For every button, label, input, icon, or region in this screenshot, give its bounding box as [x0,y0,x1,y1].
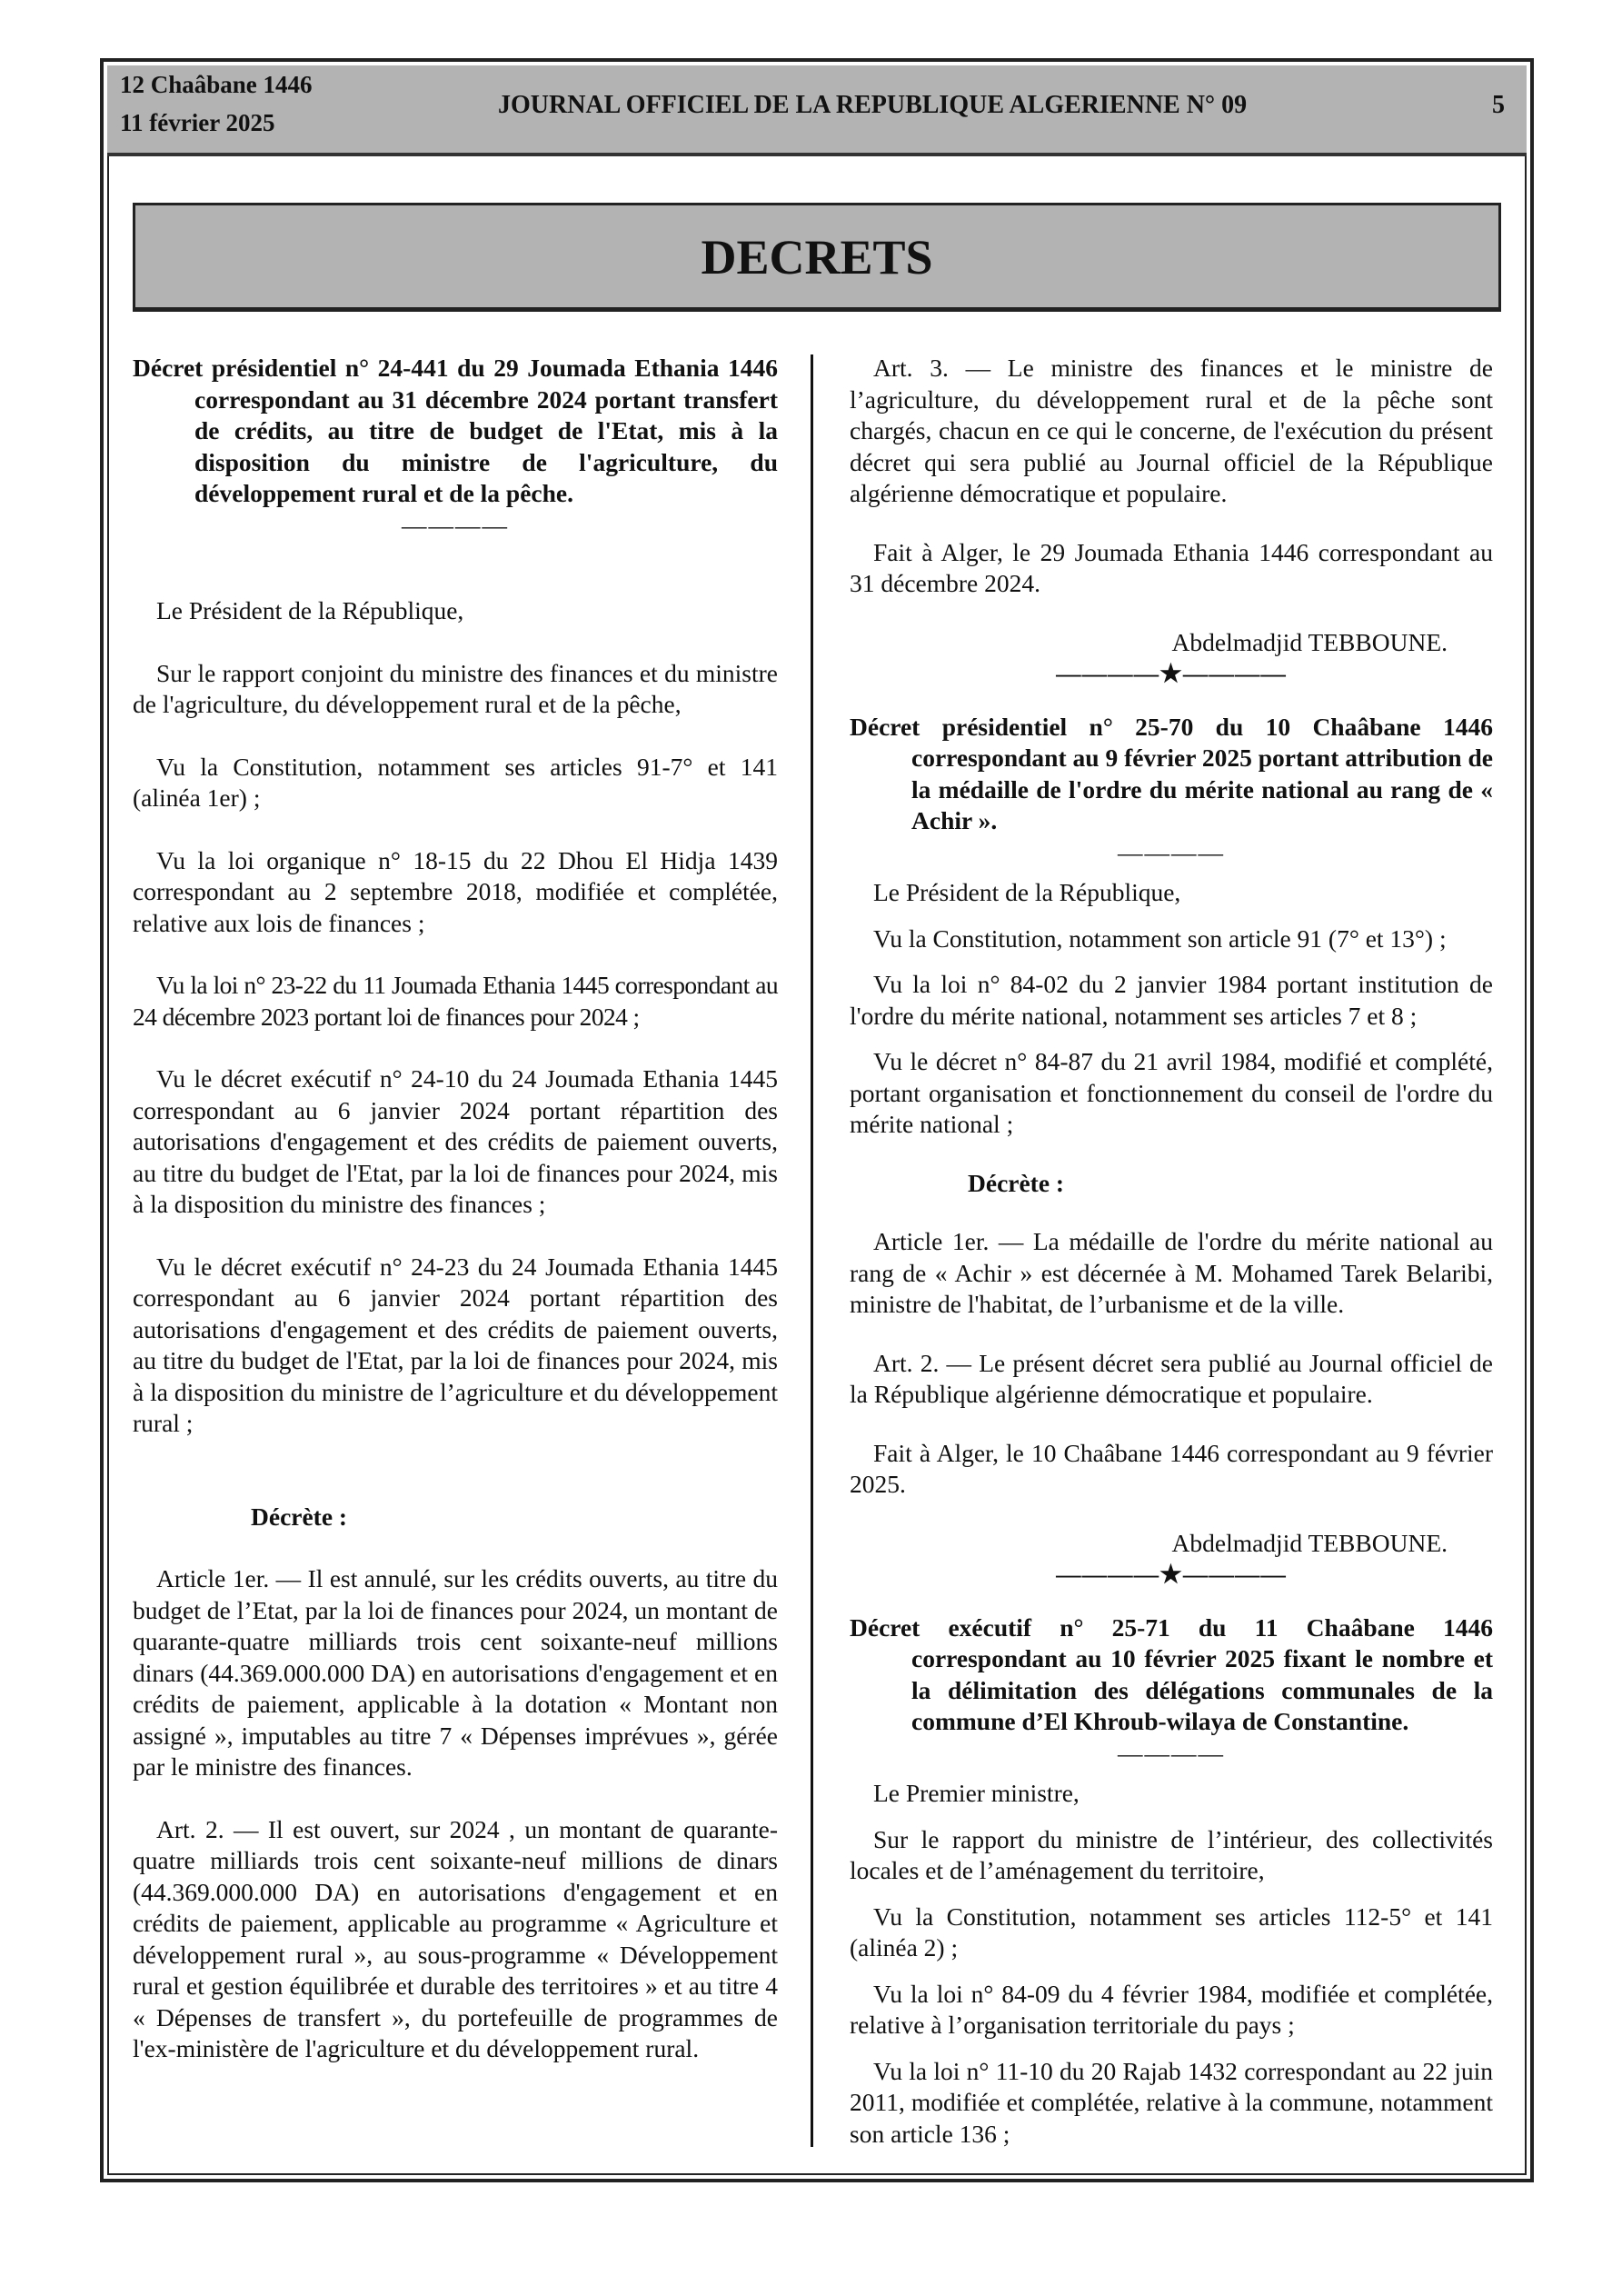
paragraph: Vu la Constitution, notamment ses articles 91-7° et 141 (alinéa 1er) ; [133,752,778,812]
section-title: DECRETS [133,203,1501,312]
done-at: Fait à Alger, le 29 Joumada Ethania 1446 correspondant au 31 décembre 2024. [850,537,1493,597]
paragraph: Le Président de la République, [873,878,1181,906]
article-2: Art. 2. — Le présent décret sera publié au Journal officiel de la République algérienne démocratique et populaire. [850,1348,1493,1408]
separator: ———— [1118,1738,1225,1767]
paragraph: Sur le rapport conjoint du ministre des finances et du ministre de l'agriculture, du développement rural et de la pêche, [133,658,778,718]
decree-title: Décret présidentiel n° 25-70 du 10 Chaâbane 1446 correspondant au 9 février 2025 portant attribution de la médaille de l'ordre du mérite national au rang de « Achir ». [850,712,1493,834]
paragraph: Le Président de la République, [156,596,464,624]
article-1: Article 1er. — Il est annulé, sur les crédits ouverts, au titre du budget de l’Etat, par la loi de finances pour 2024, un montant de quarante-quatre milliards trois cent soixante-neuf millions dinars (44.369.000.000 DA) en autorisations d'engagement et en crédits de paiement, applicable à la dotation « Montant non assigné », imputables au titre 7 « Dépenses imprévues », gérée par le ministre des finances. [133,1564,778,1781]
paragraph: Vu la Constitution, notamment son article 91 (7° et 13°) ; [873,923,1447,953]
decrete-heading: Décrète : [968,1168,1065,1197]
journal-header [107,65,1527,156]
paragraph: Vu la loi n° 84-02 du 2 janvier 1984 portant institution de l'ordre du mérite national, notamment ses articles 7 et 8 ; [850,970,1493,1030]
right-column [850,353,1493,2164]
column-divider [811,354,813,2147]
decree-title: Décret exécutif n° 25-71 du 11 Chaâbane 1446 correspondant au 10 février 2025 fixant le nombre et la délimitation des délégations communales de la commune d’El Khroub-wilaya de Constantine. [850,1612,1493,1735]
paragraph: Vu la loi n° 11-10 du 20 Rajab 1432 correspondant au 22 juin 2011, modifiée et complétée, relative à la commune, notamment son article 136 ; [850,2056,1493,2148]
star-separator: ————★———— [1056,1560,1287,1588]
paragraph: Vu le décret n° 84-87 du 21 avril 1984, modifié et complété, portant organisation et fonctionnement du conseil de l'ordre du mérite national ; [850,1047,1493,1138]
hijri-date: 12 Chaâbane 1446 [120,71,313,98]
signature: Abdelmadjid TEBBOUNE. [1171,1528,1448,1557]
left-column [133,353,778,2096]
paragraph: Vu la loi n° 84-09 du 4 février 1984, modifiée et complétée, relative à l’organisation territoriale du pays ; [850,1979,1493,2039]
paragraph: Vu le décret exécutif n° 24-23 du 24 Joumada Ethania 1445 correspondant au 6 janvier 2024 portant répartition des autorisations d'engagement et des crédits de paiement ouverts, au titre du budget de l'Etat, par la loi de finances pour 2024, mis à la disposition du ministre de l’agriculture et du développement rural ; [133,1252,778,1437]
separator: ———— [402,510,509,539]
paragraph: Vu la Constitution, notamment ses articles 112-5° et 141 (alinéa 2) ; [850,1902,1493,1962]
decrete-heading: Décrète : [251,1502,348,1531]
gregorian-date: 11 février 2025 [120,109,275,136]
paragraph: Le Premier ministre, [873,1779,1080,1807]
done-at: Fait à Alger, le 10 Chaâbane 1446 correspondant au 9 février 2025. [850,1438,1493,1498]
paragraph: Vu le décret exécutif n° 24-10 du 24 Joumada Ethania 1445 correspondant au 6 janvier 2024 portant répartition des autorisations d'engagement et des crédits de paiement ouverts, au titre du budget de l'Etat, par la loi de finances pour 2024, mis à la disposition du ministre des finances ; [133,1064,778,1218]
decree-title: Décret présidentiel n° 24-441 du 29 Joumada Ethania 1446 correspondant au 31 décembre 2024 portant transfert de crédits, au titre de budget de l'Etat, mis à la disposition du ministre de l'agriculture, du développement rural et de la pêche. [133,354,778,507]
paragraph: Vu la loi n° 23-22 du 11 Joumada Ethania 1445 correspondant au 24 décembre 2023 portant loi de finances pour 2024 ; [133,971,778,1031]
journal-title: JOURNAL OFFICIEL DE LA REPUBLIQUE ALGERIENNE N° 09 [498,91,1248,119]
paragraph: Vu la loi organique n° 18-15 du 22 Dhou El Hidja 1439 correspondant au 2 septembre 2018, modifiée et complétée, relative aux lois de finances ; [133,845,778,937]
article-3: Art. 3. — Le ministre des finances et le ministre de l’agriculture, du développement rural et de la pêche sont chargés, chacun en ce qui le concerne, de l'exécution du présent décret qui sera publié au Journal officiel de la République algérienne démocratique et populaire. [850,354,1493,507]
article-1: Article 1er. — La médaille de l'ordre du mérite national au rang de « Achir » est décernée à M. Mohamed Tarek Belaribi, ministre de l'habitat, de l’urbanisme et de la ville. [850,1227,1493,1318]
article-2: Art. 2. — Il est ouvert, sur 2024 , un montant de quarante-quatre milliards trois cent soixante-neuf millions de dinars (44.369.000.000 DA) en autorisations d'engagement et en crédits de paiement, applicable au programme « Agriculture et développement rural », au sous-programme « Développement rural et gestion équilibrée et durable des territoires » et au titre 4 « Dépenses de transfert », du portefeuille de programmes de l'ex-ministère de l'agriculture et du développement rural. [133,1814,778,2062]
star-separator: ————★———— [1056,659,1287,687]
signature: Abdelmadjid TEBBOUNE. [1171,627,1448,656]
page-number: 5 [1492,91,1505,119]
separator: ———— [1118,837,1225,866]
paragraph: Sur le rapport du ministre de l’intérieur, des collectivités locales et de l’aménagement du territoire, [850,1824,1493,1884]
